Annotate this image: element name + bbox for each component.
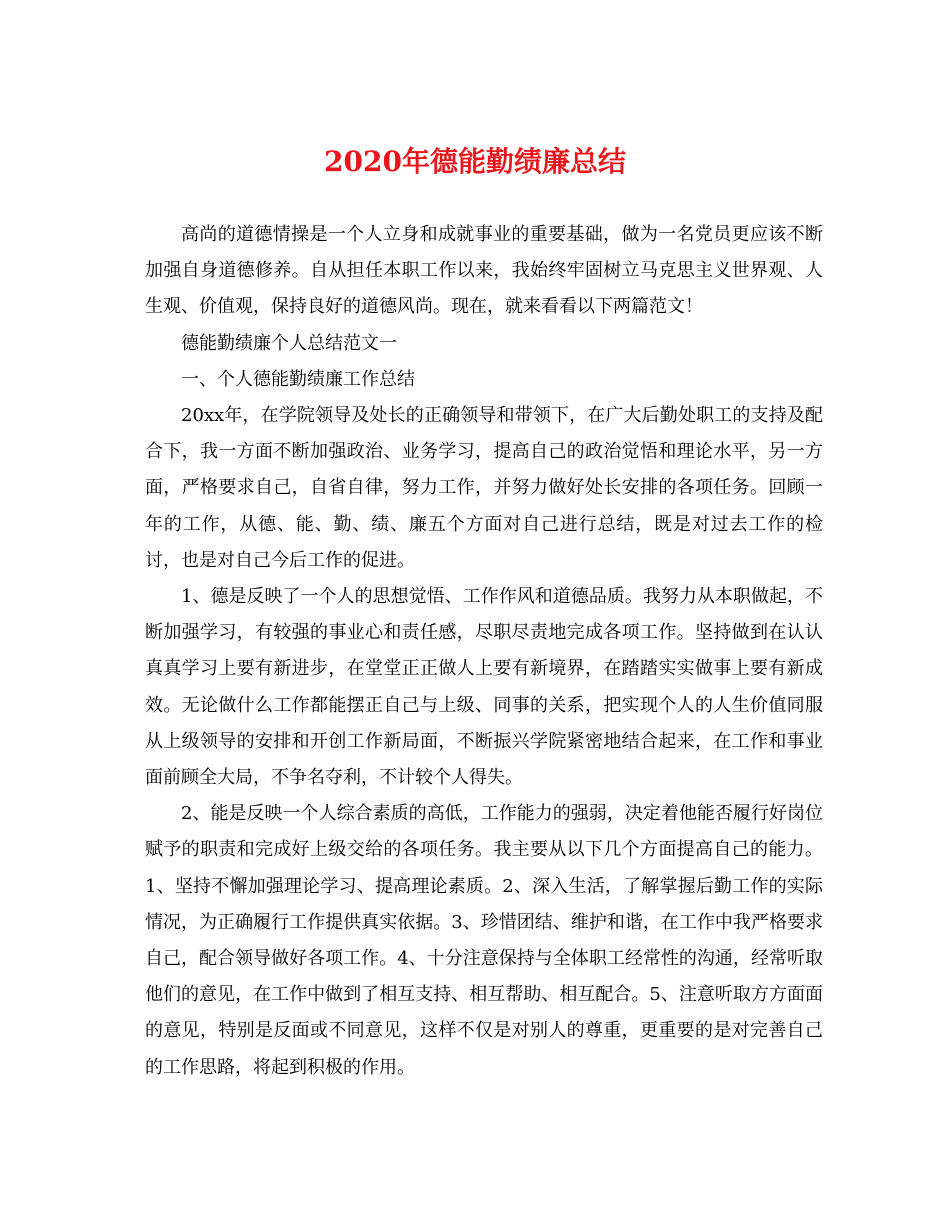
- intro-paragraph: 高尚的道德情操是一个人立身和成就事业的重要基础，做为一名党员更应该不断加强自身道德修养。自从担任本职工作以来，我始终牢固树立马克思主义世界观、人生观、价值观，保持良好的道德风尚。现在，就来看看以下两篇范文！: [145, 224, 823, 318]
- summary-paragraph: 20xx年，在学院领导及处长的正确领导和带领下，在广大后勤处职工的支持及配合下，我一方面不断加强政治、业务学习，提高自己的政治觉悟和理论水平，另一方面，严格要求自己，自省自律，努力工作，并努力做好处长安排的各项任务。回顾一年的工作，从德、能、勤、绩、廉五个方面对自己进行总结，既是对过去工作的检讨，也是对自己今后工作的促进。: [145, 405, 823, 571]
- document-body: [145, 217, 823, 1086]
- ability-paragraph: 2、能是反映一个人综合素质的高低，工作能力的强弱，决定着他能否履行好岗位赋予的职责和完成好上级交给的各项任务。我主要从以下几个方面提高自己的能力。1、坚持不懈加强理论学习、提高理论素质。2、深入生活，了解掌握后勤工作的实际情况，为正确履行工作提供真实依据。3、珍惜团结、维护和谐，在工作中我严格要求自己，配合领导做好各项工作。4、十分注意保持与全体职工经常性的沟通，经常听取他们的意见，在工作中做到了相互支持、相互帮助、相互配合。5、注意听取方方面面的意见，特别是反面或不同意见，这样不仅是对别人的尊重，更重要的是对完善自己的工作思路，将起到积极的作用。: [145, 803, 823, 1078]
- virtue-paragraph: 1、德是反映了一个人的思想觉悟、工作作风和道德品质。我努力从本职做起，不断加强学习，有较强的事业心和责任感，尽职尽责地完成各项工作。坚持做到在认认真真学习上要有新进步，在堂堂正正做人上要有新境界，在踏踏实实做事上要有新成效。无论做什么工作都能摆正自己与上级、同事的关系，把实现个人的人生价值同服从上级领导的安排和开创工作新局面，不断振兴学院紧密地结合起来，在工作和事业面前顾全大局，不争名夺利，不计较个人得失。: [145, 586, 823, 789]
- subsection-heading: 一、个人德能勤绩廉工作总结: [181, 368, 415, 390]
- document-title: 2020年德能勤绩廉总结: [324, 145, 626, 178]
- section-heading: 德能勤绩廉个人总结范文一: [181, 332, 397, 354]
